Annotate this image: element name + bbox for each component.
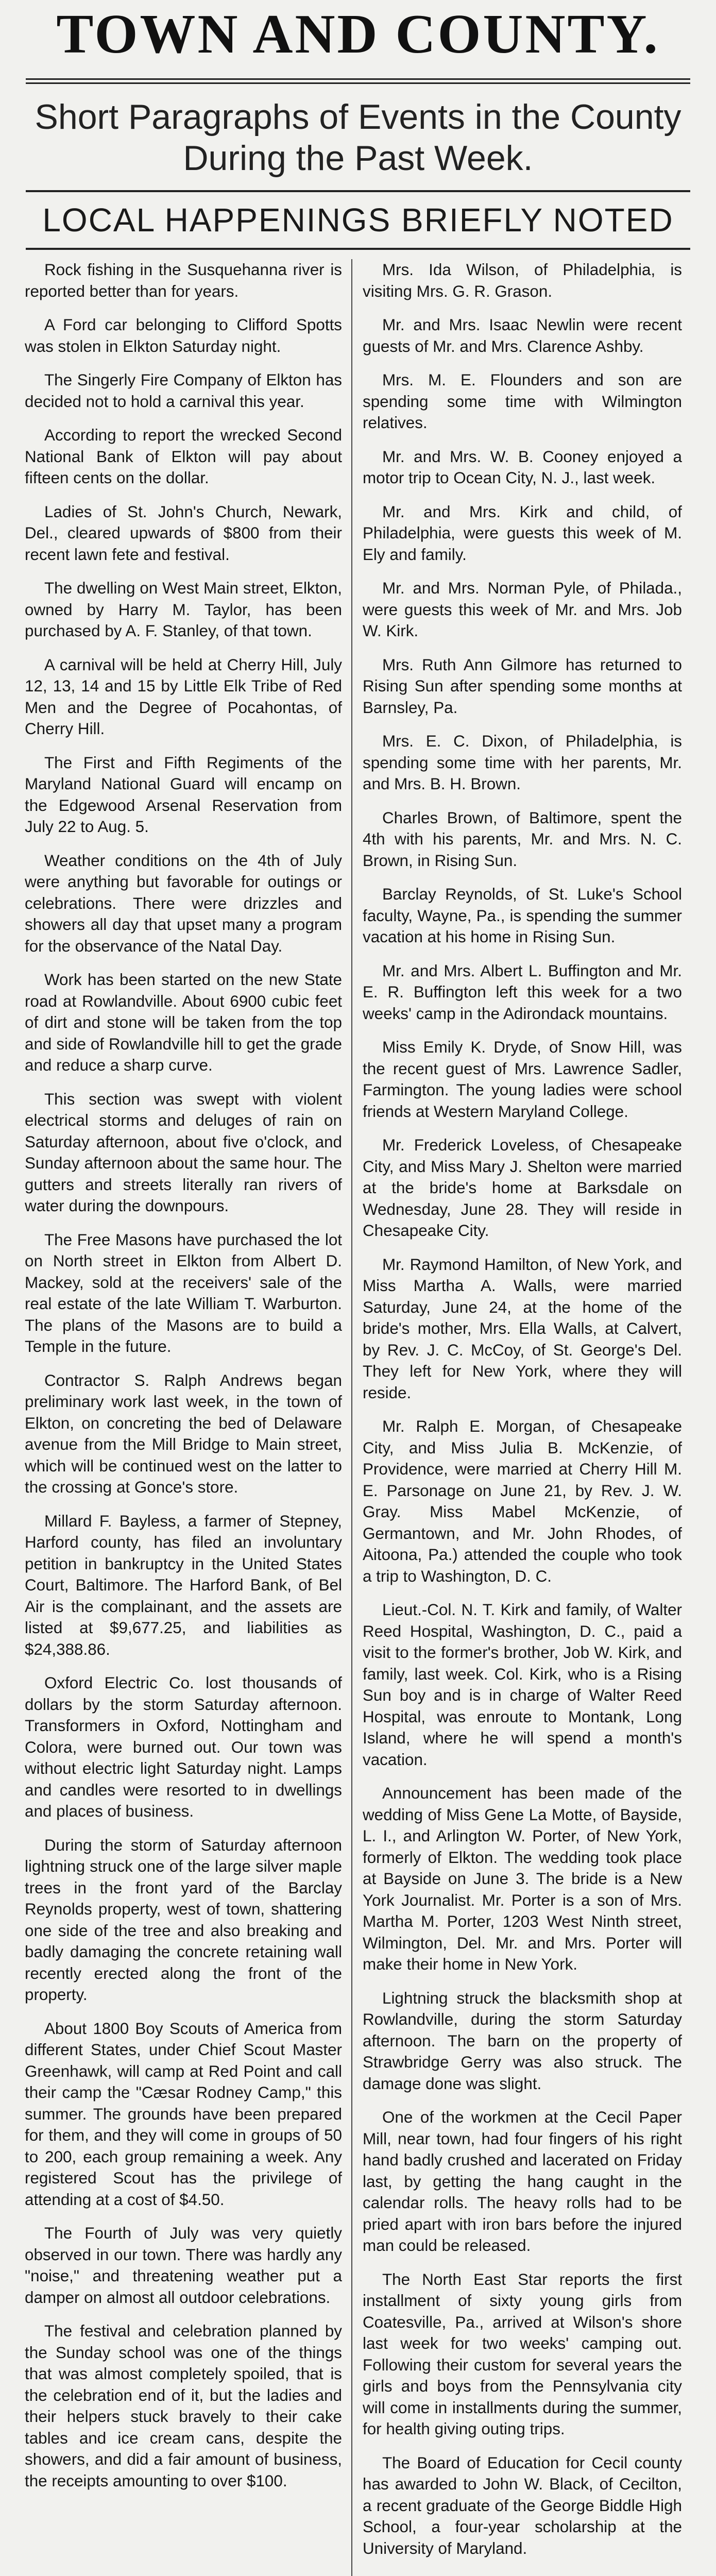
right-column [353, 259, 688, 2576]
news-item: Mr. and Mrs. Kirk and child, of Philadelphia, were guests this week of M. Ely and family. [363, 502, 682, 564]
news-item: Weather conditions on the 4th of July were anything but favorable for outings or celebrations. There were drizzles and showers all day that upset many a program for the observance of the Natal Day. [25, 851, 342, 955]
news-item: Rock fishing in the Susquehanna river is reported better than for years. [25, 261, 342, 300]
news-item: Announcement has been made of the wedding of Miss Gene La Motte, of Bayside, L. I., and Arlington W. Porter, of New York, formerly of Elkton. The wedding took place at Bayside on June 3. The bride is a New York Journalist. Mr. Porter is a son of Mrs. Martha M. Porter, 1203 West Ninth street, Wilmington, Del. Mr. and Mrs. Porter will make their home in New York. [363, 1784, 682, 1973]
news-item: A Ford car belonging to Clifford Spotts was stolen in Elkton Saturday night. [25, 316, 342, 355]
news-item: Mrs. M. E. Flounders and son are spending some time with Wilmington relatives. [363, 371, 682, 432]
news-item: Mrs. E. C. Dixon, of Philadelphia, is spending some time with her parents, Mr. and Mrs. B. H. Brown. [363, 732, 682, 793]
news-item: The Fourth of July was very quietly observed in our town. There was hardly any "noise," and threatening weather put a damper on almost all outdoor celebrations. [25, 2224, 342, 2307]
masthead: TOWN AND COUNTY. [56, 4, 660, 65]
news-item: Mr. and Mrs. Norman Pyle, of Philada., were guests this week of Mr. and Mrs. Job W. Kirk. [363, 579, 682, 640]
news-item: Millard F. Bayless, a farmer of Stepney, Harford county, has filed an involuntary petition in bankruptcy in the United States Court, Baltimore. The Harford Bank, of Bel Air is the complainant, and the assets are listed at $9,677.25, and liabilities as $24,388.86. [25, 1512, 342, 1658]
news-item: The First and Fifth Regiments of the Maryland National Guard will encamp on the Edgewood Arsenal Reservation from July 22 to Aug. 5. [25, 753, 342, 836]
article-columns [15, 259, 701, 2576]
news-item: Lightning struck the blacksmith shop at Rowlandville, during the storm Saturday afternoon. The barn on the property of Strawbridge Gerry was also struck. The damage done was slight. [363, 1989, 682, 2093]
news-item: Lieut.-Col. N. T. Kirk and family, of Walter Reed Hospital, Washington, D. C., paid a visit to the former's brother, Job W. Kirk, and family, last week. Col. Kirk, who is a Rising Sun boy and is in charge of Walter Reed Hospital, was enroute to Montank, Long Island, where he will spend a month's vacation. [363, 1601, 682, 1769]
news-item: Mrs. Ida Wilson, of Philadelphia, is visiting Mrs. G. R. Grason. [363, 261, 682, 300]
news-item: About 1800 Boy Scouts of America from different States, under Chief Scout Master Greenhawk, will camp at Red Point and call their camp the "Cæsar Rodney Camp," this summer. The grounds have been prepared for them, and they will come in groups of 50 to 200, each group remaining a week. Any registered Scout has the privilege of attending at a cost of $4.50. [25, 2019, 342, 2209]
news-item: The Free Masons have purchased the lot on North street in Elkton from Albert D. Mackey, sold at the receivers' sale of the real estate of the late William T. Warburton. The plans of the Masons are to build a Temple in the future. [25, 1230, 342, 1355]
news-item: Contractor S. Ralph Andrews began preliminary work last week, in the town of Elkton, on concreting the bed of Delaware avenue from the Mill Bridge to Main street, which will be continued west on the latter to the crossing at Gonce's store. [25, 1371, 342, 1496]
news-item: One of the workmen at the Cecil Paper Mill, near town, had four fingers of his right hand badly crushed and lacerated on Friday last, by getting the hang caught in the calendar rolls. The heavy rolls had to be pried apart with iron bars before the injured man could be released. [363, 2108, 682, 2255]
news-item: Barclay Reynolds, of St. Luke's School faculty, Wayne, Pa., is spending the summer vacation at his home in Rising Sun. [363, 885, 682, 946]
section-headline: LOCAL HAPPENINGS BRIEFLY NOTED [42, 201, 674, 239]
headline-rule [26, 248, 690, 250]
news-item: Mr. and Mrs. W. B. Cooney enjoyed a motor trip to Ocean City, N. J., last week. [363, 447, 682, 487]
news-item: The festival and celebration planned by the Sunday school was one of the things that was almost completely spoiled, that is the celebration end of it, but the ladies and their helpers stuck bravely to their cake tables and ice cream cans, despite the showers, and did a fair amount of business, the receipts amounting to over $100. [25, 2322, 342, 2490]
news-item: Miss Emily K. Dryde, of Snow Hill, was the recent guest of Mrs. Lawrence Sadler, Farmington. The young ladies were school friends at Western Maryland College. [363, 1038, 682, 1121]
news-item: The Singerly Fire Company of Elkton has decided not to hold a carnival this year. [25, 371, 342, 411]
news-item: Mr. Frederick Loveless, of Chesapeake City, and Miss Mary J. Shelton were married at the bride's home at Barksdale on Wednesday, June 28. They will reside in Chesapeake City. [363, 1136, 682, 1240]
news-item: Mr. and Mrs. Albert L. Buffington and Mr. E. R. Buffington left this week for a two weeks' camp in the Adirondack mountains. [363, 961, 682, 1023]
news-item: According to report the wrecked Second National Bank of Elkton will pay about fifteen cents on the dollar. [25, 426, 342, 487]
news-item: A carnival will be held at Cherry Hill, July 12, 13, 14 and 15 by Little Elk Tribe of Red Men and the Degree of Pocahontas, of Cherry Hill. [25, 655, 342, 738]
news-item: The North East Star reports the first installment of sixty young girls from Coatesville, Pa., arrived at Wilson's shore last week for two weeks' camping out. Following their custom for several years the girls and boys from the Pennsylvania city will come in installments during the summer, for health giving outing trips. [363, 2270, 682, 2438]
news-item: The dwelling on West Main street, Elkton, owned by Harry M. Taylor, has been purchased by A. F. Stanley, of that town. [25, 579, 342, 640]
subhead: Short Paragraphs of Events in the County During the Past Week. [35, 97, 681, 178]
news-item: Charles Brown, of Baltimore, spent the 4th with his parents, Mr. and Mrs. N. C. Brown, in Rising Sun. [363, 808, 682, 870]
news-item: Mr. and Mrs. Isaac Newlin were recent guests of Mr. and Mrs. Clarence Ashby. [363, 316, 682, 355]
news-item: The Board of Education for Cecil county has awarded to John W. Black, of Cecilton, a recent graduate of the George Biddle High School, a four-year scholarship at the University of Maryland. [363, 2453, 682, 2557]
column-divider [351, 259, 352, 2576]
news-item: Mrs. Ruth Ann Gilmore has returned to Rising Sun after spending some months at Barnsley, Pa. [363, 655, 682, 717]
news-item: During the storm of Saturday afternoon lightning struck one of the large silver maple trees in the front yard of the Barclay Reynolds property, west of town, shattering one side of the tree and also breaking and badly damaging the concrete retaining wall recently erected along the front of the property. [25, 1836, 342, 2004]
news-item: Mr. Raymond Hamilton, of New York, and Miss Martha A. Walls, were married Saturday, June 24, at the home of the bride's mother, Mrs. Ella Walls, at Calvert, by Rev. J. C. McCoy, of St. George's Del. They left for New York, where they will reside. [363, 1255, 682, 1402]
news-item: This section was swept with violent electrical storms and deluges of rain on Saturday afternoon, about five o'clock, and Sunday afternoon about the same hour. The gutters and streets literally ran rivers of water during the downpours. [25, 1090, 342, 1215]
masthead-rule [26, 78, 690, 80]
news-item: Work has been started on the new State road at Rowlandville. About 6900 cubic feet of dirt and stone will be taken from the top and side of Rowlandville hill to get the grade and reduce a sharp curve. [25, 971, 342, 1074]
left-column [15, 259, 350, 2576]
news-item: Oxford Electric Co. lost thousands of dollars by the storm Saturday afternoon. Transformers in Oxford, Nottingham and Colora, were burned out. Our town was without electric light Saturday night. Lamps and candles were resorted to in dwellings and places of business. [25, 1674, 342, 1820]
news-item: Mr. Ralph E. Morgan, of Chesapeake City, and Miss Julia B. McKenzie, of Providence, were married at Cherry Hill M. E. Parsonage on June 21, by Rev. J. W. Gray. Miss Mabel McKenzie, of Germantown, and Mr. John Rhodes, of Aitoona, Pa.) attended the couple who took a trip to Washington, D. C. [363, 1417, 682, 1585]
news-item: Ladies of St. John's Church, Newark, Del., cleared upwards of $800 from their recent lawn fete and festival. [25, 502, 342, 564]
